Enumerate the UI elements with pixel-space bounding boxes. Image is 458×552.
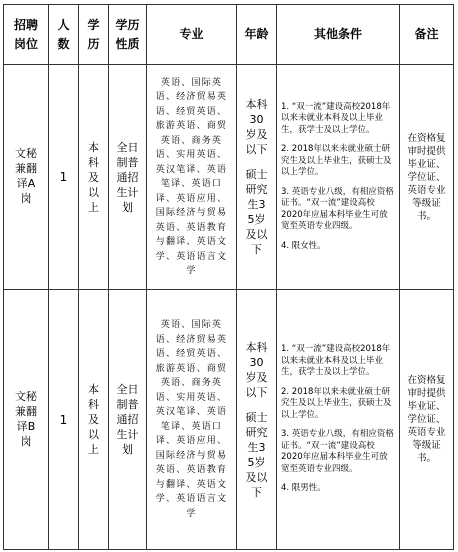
age-undergrad: 本科30岁及以下 (245, 98, 268, 156)
cell-age (237, 290, 277, 550)
header-age: 年龄 (237, 5, 277, 65)
education-text: 本科及以上 (88, 383, 99, 456)
header-remark: 备注 (400, 5, 454, 65)
header-edu-type (109, 5, 147, 65)
age-undergrad: 本科30岁及以下 (245, 340, 268, 399)
condition-item: 1. “双一流”建设高校2018年以来未就业本科及以上毕业生，获学士及以上学位。 (281, 344, 391, 378)
cell-other (277, 290, 400, 550)
header-other: 其他条件 (277, 5, 400, 65)
condition-item: 3. 英语专业八级，有相应资格证书。“双一流”建设高校2020年应届本科毕业生可放宽至英语专业四级。 (281, 186, 394, 232)
header-row (4, 5, 454, 65)
table-row (4, 290, 454, 550)
header-education-line1: 学 (87, 17, 100, 32)
table-row (4, 65, 454, 290)
cell-edu-type (109, 290, 147, 550)
edu-type-text: 全日制普通招生计划 (116, 383, 139, 456)
header-position (4, 5, 49, 65)
cell-remark: 在资格复审时提供毕业证、学位证、英语专业等级证书。 (400, 290, 454, 550)
header-major: 专业 (147, 5, 237, 65)
cell-edu-type (109, 65, 147, 290)
edu-type-text: 全日制普通招生计划 (116, 140, 139, 214)
header-position-line2: 岗位 (13, 36, 38, 51)
header-education-line2: 历 (87, 36, 100, 51)
cell-education (79, 65, 109, 290)
header-edu-type-line2: 性质 (115, 36, 140, 51)
header-count-line2: 数 (57, 36, 70, 51)
cell-age (237, 65, 277, 290)
condition-item: 4. 限男性。 (281, 483, 326, 494)
cell-other (277, 65, 400, 290)
age-master: 硕士研究生35岁及以下 (245, 168, 268, 256)
header-position-line1: 招聘 (13, 17, 38, 32)
header-education (79, 5, 109, 65)
condition-item: 3. 英语专业八级，有相应资格证书。“双一流”建设高校2020年应届本科毕业生可放宽至英语专业四级。 (281, 429, 394, 474)
cell-position (4, 65, 49, 290)
education-text: 本科及以上 (88, 140, 99, 214)
position-text: 文秘兼翻译A岗 (15, 147, 37, 205)
cell-education (79, 290, 109, 550)
header-count-line1: 人 (57, 17, 70, 32)
condition-item: 1. “双一流”建设高校2018年以来未就业本科及以上毕业生，获学士及以上学位。 (281, 101, 391, 135)
header-count (49, 5, 79, 65)
recruitment-table (3, 4, 454, 550)
position-text: 文秘兼翻译B岗 (15, 389, 37, 448)
condition-item: 4. 限女性。 (281, 240, 326, 251)
cell-count: 1 (49, 65, 79, 290)
cell-major: 英语、国际英语、经济贸易英语、经贸英语、旅游英语、商贸英语、商务英语、实用英语、英汉笔译、英语笔译、英语口译、英语应用、国际经济与贸易英语、英语教育与翻译、英语文学、英语语言文学 (147, 65, 237, 290)
header-edu-type-line1: 学历 (115, 17, 140, 32)
cell-position (4, 290, 49, 550)
age-master: 硕士研究生35岁及以下 (245, 410, 268, 499)
condition-item: 2. 2018年以来未就业硕士研究生及以上毕业生，获硕士及以上学位。 (281, 144, 392, 178)
cell-remark: 在资格复审时提供毕业证、学位证、英语专业等级证书。 (400, 65, 454, 290)
cell-major: 英语、国际英语、经济贸易英语、经贸英语、旅游英语、商贸英语、商务英语、实用英语、英汉笔译、英语笔译、英语口译、英语应用、国际经济与贸易英语、英语教育与翻译、英语文学、英语语言文学 (147, 290, 237, 550)
cell-count: 1 (49, 290, 79, 550)
condition-item: 2. 2018年以来未就业硕士研究生及以上毕业生，获硕士及以上学位。 (281, 386, 392, 420)
